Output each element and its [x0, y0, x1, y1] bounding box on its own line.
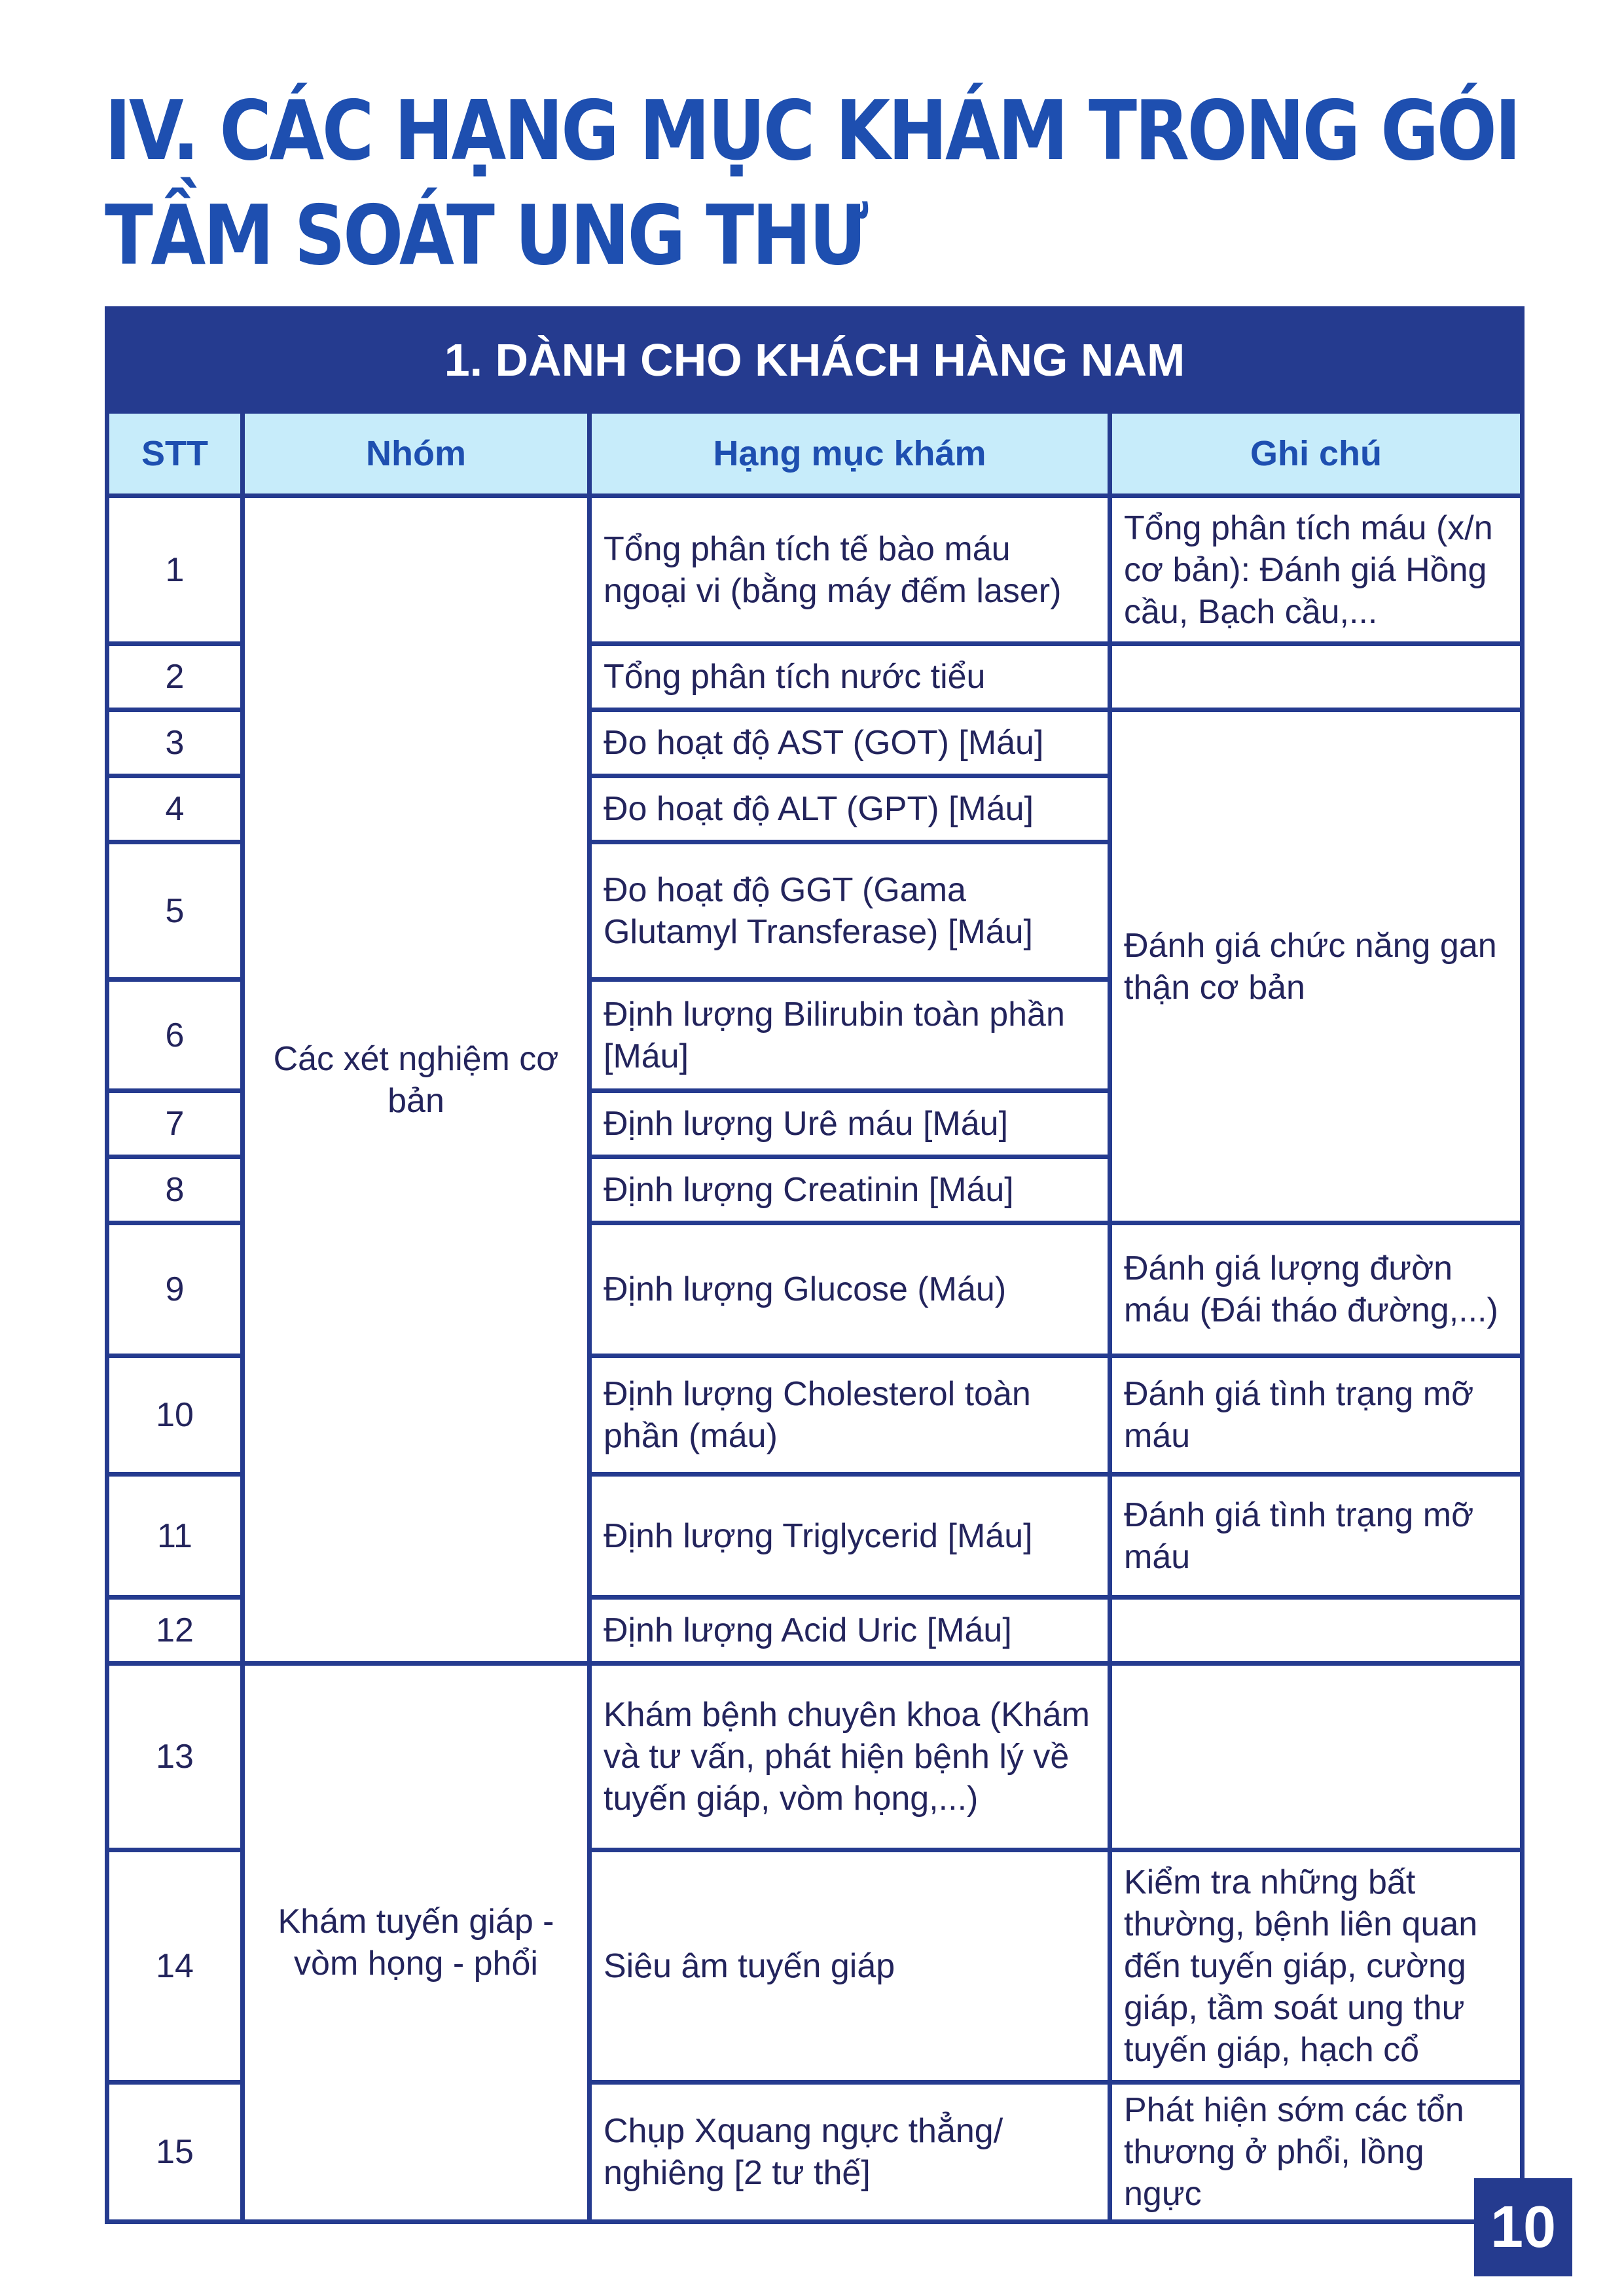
- header-group: Nhóm: [243, 412, 590, 496]
- row-item: Định lượng Urê máu [Máu]: [590, 1091, 1110, 1157]
- page-title-line-1: IV. CÁC HẠNG MỤC KHÁM TRONG GÓI: [105, 82, 1519, 179]
- header-item: Hạng mục khám: [590, 412, 1110, 496]
- row-stt: 11: [107, 1475, 243, 1598]
- row-item: Tổng phân tích tế bào máu ngoại vi (bằng máy đếm laser): [590, 496, 1110, 644]
- row-note-empty: [1110, 1598, 1523, 1664]
- row-note: Kiểm tra những bất thường, bệnh liên quan đến tuyến giáp, cường giáp, tầm soát ung thư tuyến giáp, hạch cổ: [1110, 1850, 1523, 2083]
- row-note: Đánh giá lượng đườn máu (Đái tháo đường,...): [1110, 1223, 1523, 1356]
- table-row: [107, 1664, 1523, 1850]
- row-item: Tổng phân tích nước tiểu: [590, 644, 1110, 710]
- row-item: Định lượng Bilirubin toàn phần [Máu]: [590, 980, 1110, 1091]
- page-number: 10: [1474, 2178, 1572, 2276]
- row-item: Định lượng Acid Uric [Máu]: [590, 1598, 1110, 1664]
- row-note-empty: [1110, 644, 1523, 710]
- row-item: Định lượng Creatinin [Máu]: [590, 1157, 1110, 1223]
- row-stt: 1: [107, 496, 243, 644]
- row-note-empty: [1110, 1664, 1523, 1850]
- row-stt: 6: [107, 980, 243, 1091]
- row-stt: 7: [107, 1091, 243, 1157]
- row-item: Định lượng Cholesterol toàn phần (máu): [590, 1356, 1110, 1475]
- row-note: Phát hiện sớm các tổn thương ở phổi, lồng ngực: [1110, 2083, 1523, 2222]
- row-item: Siêu âm tuyến giáp: [590, 1850, 1110, 2083]
- header-note: Ghi chú: [1110, 412, 1523, 496]
- row-note: Đánh giá tình trạng mỡ máu: [1110, 1356, 1523, 1475]
- header-stt: STT: [107, 412, 243, 496]
- row-stt: 15: [107, 2083, 243, 2222]
- table-row: [107, 496, 1523, 644]
- row-note: Đánh giá tình trạng mỡ máu: [1110, 1475, 1523, 1598]
- row-stt: 12: [107, 1598, 243, 1664]
- group-thyroid-throat-lung: Khám tuyến giáp - vòm họng - phổi: [243, 1664, 590, 2222]
- page-title: [105, 79, 1519, 288]
- row-stt: 14: [107, 1850, 243, 2083]
- row-note: Tổng phân tích máu (x/n cơ bản): Đánh giá Hồng cầu, Bạch cầu,...: [1110, 496, 1523, 644]
- row-stt: 10: [107, 1356, 243, 1475]
- row-item: Đo hoạt độ AST (GOT) [Máu]: [590, 710, 1110, 776]
- row-stt: 3: [107, 710, 243, 776]
- row-item: Chụp Xquang ngực thẳng/ nghiêng [2 tư thế]: [590, 2083, 1110, 2222]
- row-stt: 13: [107, 1664, 243, 1850]
- table-banner: 1. DÀNH CHO KHÁCH HÀNG NAM: [107, 309, 1523, 412]
- row-stt: 4: [107, 776, 243, 842]
- row-item: Khám bệnh chuyên khoa (Khám và tư vấn, phát hiện bệnh lý về tuyến giáp, vòm họng,...): [590, 1664, 1110, 1850]
- group-basic-tests: Các xét nghiệm cơ bản: [243, 496, 590, 1664]
- page-title-line-2: TẦM SOÁT UNG THƯ: [105, 187, 867, 283]
- row-note: Đánh giá chức năng gan thận cơ bản: [1110, 710, 1523, 1223]
- row-stt: 2: [107, 644, 243, 710]
- row-stt: 5: [107, 842, 243, 980]
- exam-table: [105, 306, 1525, 2224]
- row-stt: 9: [107, 1223, 243, 1356]
- row-stt: 8: [107, 1157, 243, 1223]
- row-item: Định lượng Triglycerid [Máu]: [590, 1475, 1110, 1598]
- row-item: Đo hoạt độ GGT (Gama Glutamyl Transferase) [Máu]: [590, 842, 1110, 980]
- row-item: Định lượng Glucose (Máu): [590, 1223, 1110, 1356]
- row-item: Đo hoạt độ ALT (GPT) [Máu]: [590, 776, 1110, 842]
